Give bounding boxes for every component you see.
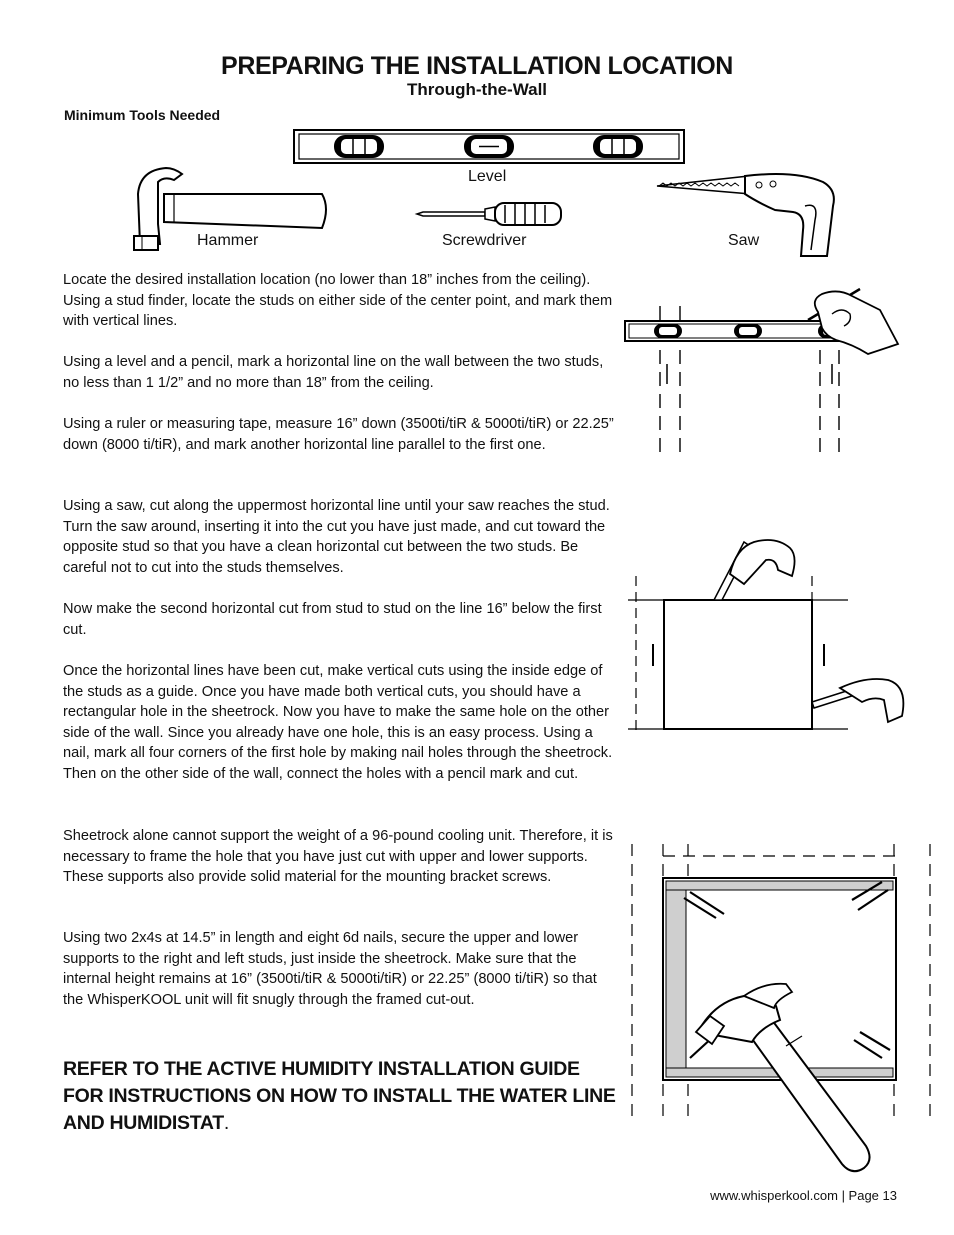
paragraph-sheetrock: Sheetrock alone cannot support the weight of a 96-pound cooling unit. Therefore, it is necessary to frame the hole that you have just cut with upper and lower supports. These supports also provide solid material for the mounting bracket screws. [63, 828, 613, 886]
paragraph-mark-line: Using a level and a pencil, mark a horizontal line on the wall between the two studs, no less than 1 1/2” and no more than 18” from the ceiling. [63, 354, 604, 391]
marking-studs-illustration [622, 284, 904, 454]
page-title: PREPARING THE INSTALLATION LOCATION [221, 52, 733, 80]
screwdriver-label: Screwdriver [442, 232, 527, 249]
screwdriver-icon [415, 199, 567, 229]
cutting-hole-illustration [626, 536, 908, 736]
paragraph-cut-top: Using a saw, cut along the uppermost horizontal line until your saw reaches the stud. Turn the saw around, inserting it into the cut you have just made, and cut toward the opposite stud so that you have a clean horizontal cut between the two studs. Be careful not to cut into the studs themselves. [63, 498, 610, 576]
callout-period: . [223, 1112, 229, 1134]
installation-guide-callout [63, 1056, 623, 1137]
level-label: Level [468, 168, 507, 185]
paragraph-vertical-cuts: Once the horizontal lines have been cut, make vertical cuts using the inside edge of the studs as a guide. Once you have made both vertical cuts, you should have a rectangular hole in the sheetrock. Now you have to make the same hole on the other side of the wall. Since you already have one hole, this is an easy process. Using a nail, mark all four corners of the first hole by making nail holes through the sheetrock. Then on the other side of the wall, connect the holes with a pencil mark and cut. [63, 663, 613, 782]
tools-heading: Minimum Tools Needed [64, 107, 221, 123]
page-subtitle: Through-the-Wall [406, 80, 548, 99]
hammer-nails-icon [632, 844, 930, 1171]
saw-cutting-icon [628, 540, 903, 736]
framing-illustration [626, 836, 938, 1181]
level-and-pencil-icon [625, 289, 898, 454]
page-footer: www.whisperkool.com | Page 13 [710, 1188, 897, 1203]
paragraph-second-cut: Now make the second horizontal cut from stud to stud on the line 16” below the first cut. [63, 601, 602, 638]
paragraph-framing: Using two 2x4s at 14.5” in length and eight 6d nails, secure the upper and lower supports to the right and left studs, just inside the sheetrock. Make sure that the internal height remains at 16” (3500ti/tiR & 5000ti/tiR) or 22.25” (8000 ti/tiR) so that the WhisperKOOL unit will fit snugly through the framed cut-out. [63, 930, 597, 1008]
callout-text: REFER TO THE ACTIVE HUMIDITY INSTALLATION GUIDE FOR INSTRUCTIONS ON HOW TO INSTALL THE WATER LINE AND HUMIDISTAT [63, 1058, 616, 1134]
saw-label: Saw [728, 232, 760, 249]
paragraph-locate-studs: Locate the desired installation location (no lower than 18” inches from the ceiling). Using a stud finder, locate the studs on either side of the center point, and mark them with vertical lines. [63, 272, 613, 330]
hammer-label: Hammer [197, 232, 259, 249]
paragraph-measure: Using a ruler or measuring tape, measure 16” down (3500ti/tiR & 5000ti/tiR) or 22.25” down (8000 ti/tiR), and mark another horizontal line parallel to the first one. [63, 416, 614, 453]
level-icon [293, 129, 685, 165]
